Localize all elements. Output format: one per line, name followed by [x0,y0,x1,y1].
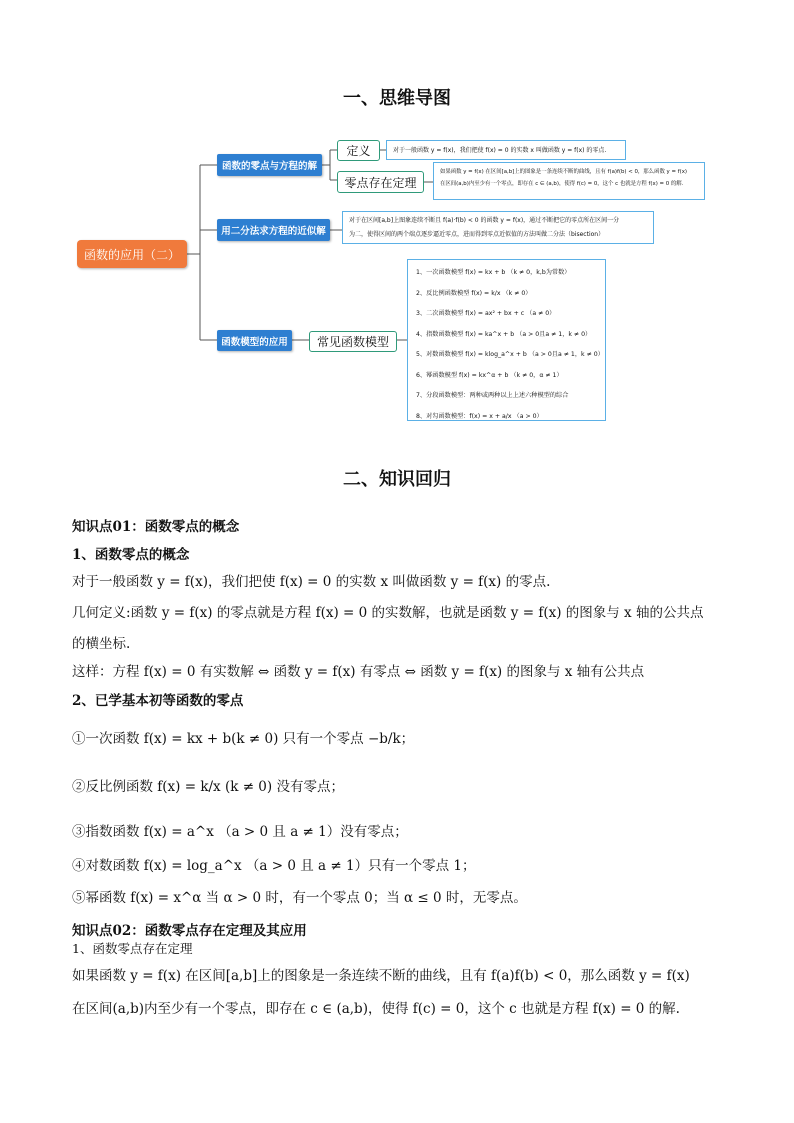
zero-theorem-line-2: 在区间(a,b)内至少有一个零点，即存在 c ∈ (a,b)，使得 f(c) = 0，这个 c 也就是方程 f(x) = 0 的解. [440,181,684,188]
kp1-item-1: ①一次函数 f(x) = kx + b(k ≠ 0) 只有一个零点 −b/k； [72,731,415,747]
node-zero-theorem: 零点存在定理 [337,171,424,193]
model-item: 1、一次函数模型 f(x) = kx + b （k ≠ 0，k,b为常数） [416,269,571,276]
kp2-paragraph-1: 如果函数 y = f(x) 在区间[a,b]上的图象是一条连续不断的曲线，且有 f(a)f(b) < 0，那么函数 y = f(x) [72,968,690,984]
bisection-line-2: 为二，使得区间的两个端点逐步逼近零点，进而得到零点近似值的方法叫做二分法（bisection） [349,231,605,238]
branch-bisection: 用二分法求方程的近似解 [217,219,330,241]
section-title-knowledge: 二、知识回归 [343,469,451,490]
kp1-item-2: ②反比例函数 f(x) = k/x (k ≠ 0) 没有零点； [72,779,344,795]
kp2-paragraph-2: 在区间(a,b)内至少有一个零点，即存在 c ∈ (a,b)，使得 f(c) = 0，这个 c 也就是方程 f(x) = 0 的解. [72,1001,680,1017]
model-item: 5、对数函数模型 f(x) = klog_a^x + b （a > 0且a ≠ 1，k ≠ 0） [416,351,604,358]
branch-zero-point: 函数的零点与方程的解 [217,154,322,176]
kp1-heading: 知识点01：函数零点的概念 [72,519,240,535]
model-item: 8、对勾函数模型：f(x) = x + a/x （a > 0） [416,412,543,420]
kp1-paragraph-2a: 几何定义:函数 y = f(x) 的零点就是方程 f(x) = 0 的实数解，也就是函数 y = f(x) 的图象与 x 轴的公共点 [72,605,704,621]
bisection-line-1: 对于在区间[a,b]上图象连续不断且 f(a)·f(b) < 0 的函数 y = f(x)，通过不断把它的零点所在区间一分 [349,217,620,224]
section-title-mindmap: 一、思维导图 [343,88,451,109]
zero-theorem-text [433,162,705,200]
kp1-paragraph-3: 这样：方程 f(x) = 0 有实数解 ⇔ 函数 y = f(x) 有零点 ⇔ 函数 y = f(x) 的图象与 x 轴有公共点 [72,664,645,680]
model-item: 4、指数函数模型 f(x) = ka^x + b （a > 0且a ≠ 1，k ≠ 0） [416,330,592,338]
kp1-item-3: ③指数函数 f(x) = a^x （a > 0 且 a ≠ 1）没有零点； [72,824,408,840]
models-list [407,259,606,421]
kp1-paragraph-1: 对于一般函数 y = f(x)，我们把使 f(x) = 0 的实数 x 叫做函数 y = f(x) 的零点. [72,574,551,590]
kp2-heading: 知识点02：函数零点存在定理及其应用 [72,923,307,939]
node-definition: 定义 [337,140,380,161]
node-common-models: 常见函数模型 [309,331,397,352]
kp1-item-5: ⑤幂函数 f(x) = x^α 当 α > 0 时，有一个零点 0；当 α ≤ 0 时，无零点。 [72,890,527,906]
model-item: 3、二次函数模型 f(x) = ax² + bx + c （a ≠ 0） [416,310,556,317]
zero-theorem-line-1: 如果函数 y = f(x) 在区间[a,b]上的图象是一条连续不断的曲线，且有 f(a)f(b) < 0，那么函数 y = f(x) [440,169,687,175]
definition-text: 对于一般函数 y = f(x)，我们把使 f(x) = 0 的实数 x 叫做函数 y = f(x) 的零点. [386,140,626,160]
bisection-text [342,211,654,244]
kp1-paragraph-2b: 的横坐标. [72,636,131,652]
kp1-item-4: ④对数函数 f(x) = log_a^x （a > 0 且 a ≠ 1）只有一个零点 1； [72,858,476,874]
kp1-subheading-2: 2、已学基本初等函数的零点 [72,693,244,709]
model-item: 7、分段函数模型：两种或两种以上上述六种模型的综合 [416,392,569,399]
model-item: 2、反比例函数模型 f(x) = k/x （k ≠ 0） [416,289,532,297]
mindmap-root: 函数的应用（二） [77,240,187,268]
kp2-subheading-1: 1、函数零点存在定理 [72,941,193,956]
branch-models: 函数模型的应用 [217,330,292,351]
model-item: 6、幂函数模型 f(x) = kx^α + b （k ≠ 0，α ≠ 1） [416,371,563,379]
kp1-subheading-1: 1、函数零点的概念 [72,547,190,563]
